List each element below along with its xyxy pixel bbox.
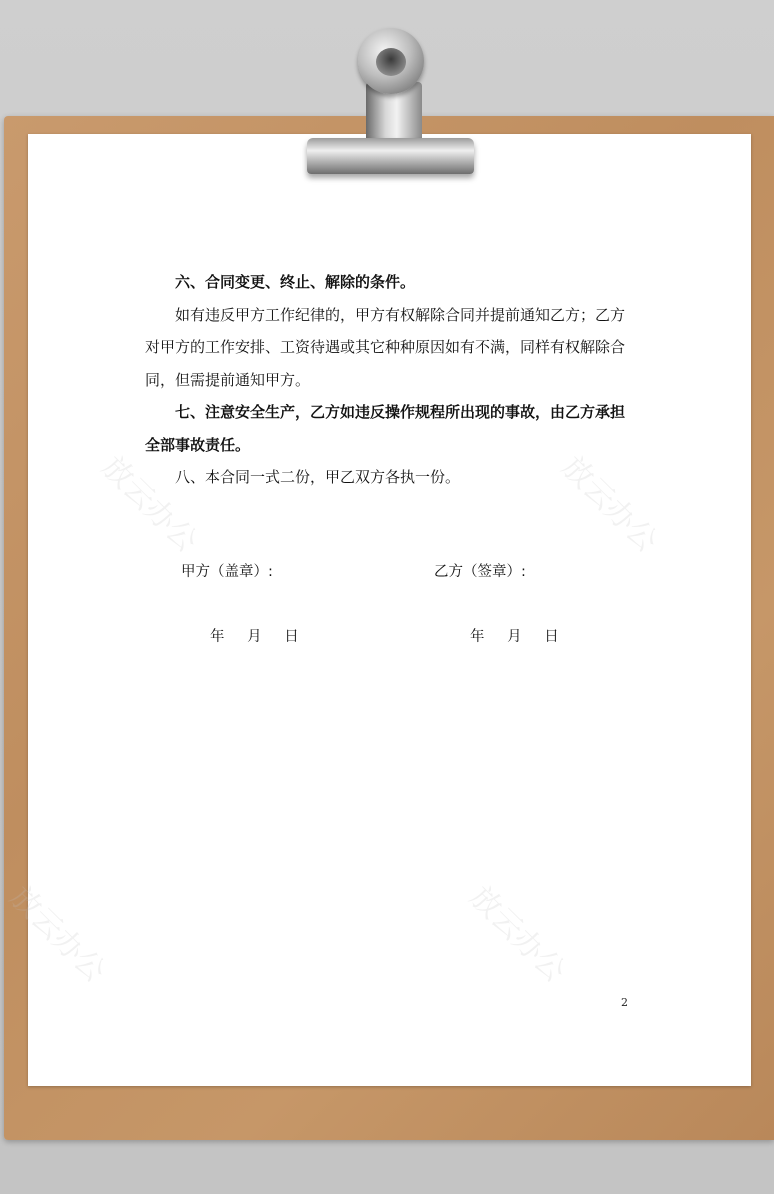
party-b-signature-label: 乙方（签章）: [434,564,526,580]
binder-clip [307,138,474,174]
section-8: 八、本合同一式二份，甲乙双方各执一份。 [175,468,461,486]
watermark: 放云办公 [94,449,205,560]
section-6-body: 如有违反甲方工作纪律的，甲方有权解除合同并提前通知乙方；乙方对甲方的工作安排、工资待遇或其它种种原因如有不满，同样有权解除合同，但需提前通知甲方。 [145,305,626,389]
party-a-signature-label: 甲方（盖章）: [181,564,273,580]
party-a-date: 年 月 日 [210,629,299,645]
clip-hole [376,48,406,76]
watermark: 放云办公 [554,449,665,560]
contract-text [145,266,633,494]
watermark: 放云办公 [2,879,113,990]
watermark: 放云办公 [462,879,573,990]
section-7: 七、注意安全生产，乙方如违反操作规程所出现的事故，由乙方承担全部事故责任。 [145,403,626,454]
page-number: 2 [621,996,628,1009]
section-6-title: 六、合同变更、终止、解除的条件。 [175,273,416,291]
party-b-date: 年 月 日 [470,629,559,645]
